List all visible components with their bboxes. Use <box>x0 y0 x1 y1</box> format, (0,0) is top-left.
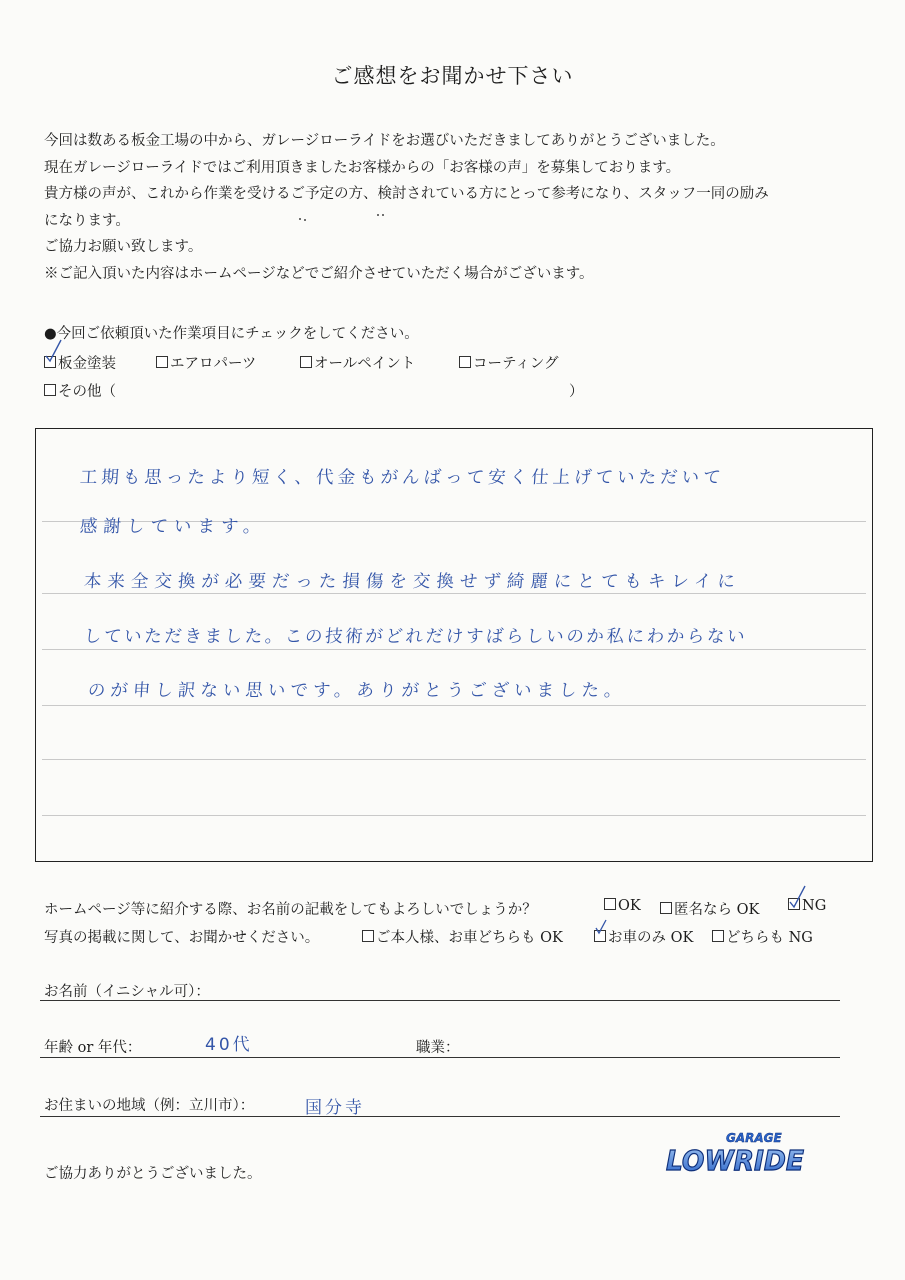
work-option-other-close: ） <box>569 384 584 400</box>
choice-label: どちらも NG <box>726 930 813 946</box>
scan-speck <box>382 214 384 216</box>
checkbox[interactable] <box>300 356 312 368</box>
checkbox[interactable] <box>459 356 471 368</box>
name-label: お名前（イニシャル可）： <box>44 984 210 1000</box>
area-value[interactable]: 国分寺 <box>305 1098 365 1118</box>
work-items-question: ●今回ご依頼頂いた作業項目にチェックをしてください。 <box>44 326 419 342</box>
intro-text <box>44 128 844 287</box>
scan-speck <box>299 218 301 220</box>
intro-line: 現在ガレージローライドではご利用頂きましたお客様からの「お客様の声」を募集しております。 <box>44 159 681 176</box>
work-option-other[interactable] <box>44 380 584 401</box>
thanks-text: ご協力ありがとうございました。 <box>44 1166 262 1182</box>
work-option-label: オールペイント <box>314 356 416 372</box>
name-permission-question: ホームページ等に紹介する際、お名前の記載をしてもよろしいでしょうか？ <box>44 902 537 918</box>
work-option-other-label: その他（ <box>58 384 116 400</box>
comment-handwriting-line: 本来全交換が必要だった損傷を交換せず綺麗にとてもキレイに <box>83 572 742 592</box>
comment-handwriting-line: 工期も思ったより短く、代金もがんばって安く仕上げていただいて <box>79 468 726 488</box>
photo-permission-car-only[interactable] <box>594 926 693 947</box>
photo-permission-question: 写真の掲載に関して、お聞かせください。 <box>44 930 320 946</box>
page-title: ご感想をお聞かせ下さい <box>331 64 574 88</box>
work-option-label: 板金塗装 <box>58 356 116 372</box>
name-permission-anonymous[interactable] <box>660 898 759 919</box>
area-underline <box>40 1116 840 1117</box>
scan-speck <box>377 214 379 216</box>
area-label: お住まいの地域（例：立川市）： <box>44 1098 255 1114</box>
choice-label: ご本人様、お車どちらも OK <box>376 930 563 946</box>
comment-handwriting-line: 感謝しています。 <box>79 517 268 537</box>
name-permission-ok[interactable] <box>604 898 641 914</box>
work-option-label: コーティング <box>473 356 559 372</box>
photo-permission-both[interactable] <box>362 926 563 947</box>
intro-line: ※ご記入頂いた内容はホームページなどでご紹介させていただく場合がございます。 <box>44 265 594 282</box>
comment-rule <box>42 649 866 650</box>
comment-handwriting-line: していただきました。この技術がどれだけすばらしいのか私にわからない <box>83 627 748 647</box>
intro-line: になります。 <box>44 212 130 229</box>
age-value[interactable]: 40代 <box>205 1035 253 1055</box>
work-option-label: エアロパーツ <box>170 356 257 372</box>
checkbox[interactable] <box>660 902 672 914</box>
logo-text-main: LOWRIDE <box>666 1144 804 1177</box>
age-job-underline <box>40 1057 840 1058</box>
age-label: 年齢 or 年代： <box>44 1040 142 1056</box>
checkbox[interactable] <box>712 930 724 942</box>
intro-line: 貴方様の声が、これから作業を受けるご予定の方、検討されている方にとって参考になり、スタッフ一同の励み <box>44 186 769 202</box>
name-underline <box>40 1000 840 1001</box>
handwritten-check-mark-icon <box>788 884 808 910</box>
comment-rule <box>42 759 866 760</box>
handwritten-check-mark-icon <box>594 918 608 936</box>
work-option-allpaint[interactable] <box>300 352 415 373</box>
choice-label: OK <box>618 898 641 914</box>
checkbox[interactable] <box>604 898 616 910</box>
choice-label: NG <box>802 898 827 914</box>
checkbox[interactable] <box>362 930 374 942</box>
intro-line: ご協力お願い致します。 <box>44 239 203 255</box>
photo-permission-none[interactable] <box>712 926 813 947</box>
logo-text-top: GARAGE <box>726 1131 782 1145</box>
work-option-coating[interactable] <box>459 352 559 373</box>
garage-lowride-logo <box>664 1128 809 1178</box>
job-label: 職業： <box>416 1040 460 1056</box>
comment-rule <box>42 593 866 594</box>
checkbox[interactable] <box>44 384 56 396</box>
choice-label: お車のみ OK <box>608 930 694 946</box>
scan-speck <box>304 219 306 221</box>
work-option-aero[interactable] <box>156 352 256 373</box>
choice-label: 匿名なら OK <box>674 902 760 918</box>
comment-rule <box>42 705 866 706</box>
handwritten-check-mark-icon <box>44 338 64 364</box>
comment-handwriting-line: のが申し訳ない思いです。ありがとうございました。 <box>87 681 628 701</box>
checkbox[interactable] <box>156 356 168 368</box>
comment-rule <box>42 815 866 816</box>
intro-line: 今回は数ある板金工場の中から、ガレージローライドをお選びいただきましてありがとうございました。 <box>44 133 725 149</box>
